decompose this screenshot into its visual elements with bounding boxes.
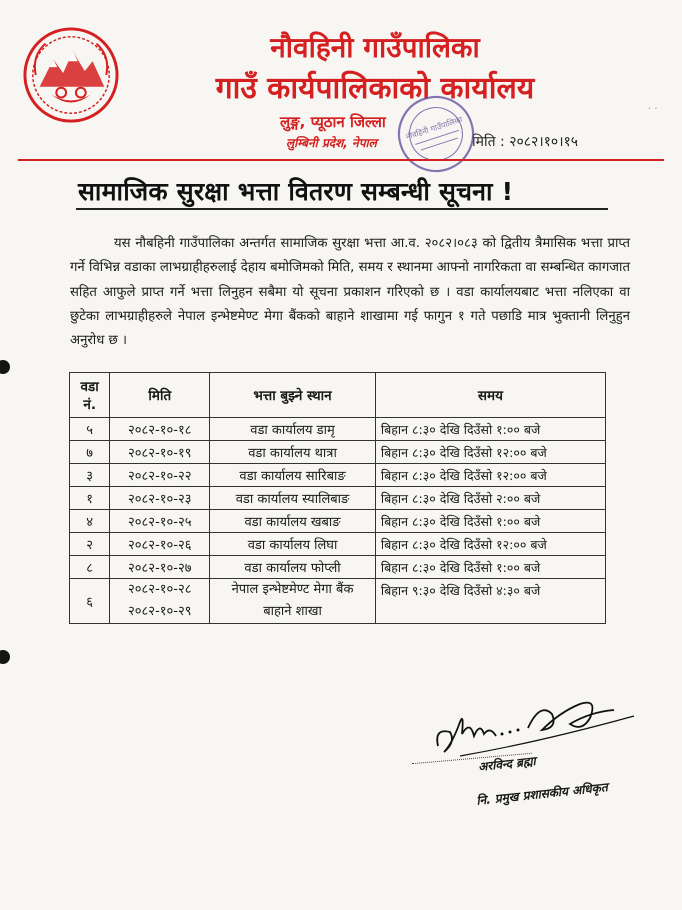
punch-hole bbox=[0, 360, 10, 374]
cell-ward: ८ bbox=[70, 556, 110, 579]
cell-place: वडा कार्यालय स्यालिबाङ bbox=[210, 487, 376, 510]
cell-date-line2: २०८२-१०-२९ bbox=[128, 604, 192, 619]
col-time: समय bbox=[375, 373, 605, 418]
notice-date: मिति : २०८२।१०।१५ bbox=[472, 134, 579, 150]
signatory-role: नि. प्रमुख प्रशासकीय अधिकृत bbox=[475, 780, 609, 808]
cell-time: बिहान ८:३० देखि दिउँसो २:०० बजे bbox=[375, 487, 605, 510]
cell-date: २०८२-१०-२२ bbox=[110, 464, 210, 487]
cell-date bbox=[110, 579, 210, 624]
cell-ward: ६ bbox=[70, 579, 110, 624]
cell-time: बिहान ८:३० देखि दिउँसो १२:०० बजे bbox=[375, 533, 605, 556]
cell-time: बिहान ९:३० देखि दिउँसो ४:३० बजे bbox=[375, 579, 605, 624]
cell-date: २०८२-१०-२६ bbox=[110, 533, 210, 556]
signatory-name: अरविन्द ब्रह्मा bbox=[477, 754, 537, 774]
cell-date: २०८२-१०-२७ bbox=[110, 556, 210, 579]
cell-ward: ४ bbox=[70, 510, 110, 533]
notice-title: सामाजिक सुरक्षा भत्ता वितरण सम्बन्धी सूचना ! bbox=[78, 177, 514, 206]
cell-time: बिहान ८:३० देखि दिउँसो १२:०० बजे bbox=[375, 441, 605, 464]
cell-time: बिहान ८:३० देखि दिउँसो १:०० बजे bbox=[375, 418, 605, 441]
cell-place-line1: नेपाल इन्भेष्टमेण्ट मेगा बैंक bbox=[231, 582, 354, 597]
table-row bbox=[70, 464, 606, 487]
municipality-title: नौवहिनी गाउँपालिका bbox=[270, 31, 480, 64]
table-row bbox=[70, 441, 606, 464]
table-row bbox=[70, 510, 606, 533]
cell-place: वडा कार्यालय फोप्ली bbox=[210, 556, 376, 579]
cell-date: २०८२-१०-२५ bbox=[110, 510, 210, 533]
cell-time: बिहान ८:३० देखि दिउँसो १२:०० बजे bbox=[375, 464, 605, 487]
cell-time: बिहान ८:३० देखि दिउँसो १:०० बजे bbox=[375, 510, 605, 533]
cell-date: २०८२-१०-२३ bbox=[110, 487, 210, 510]
cell-place-line2: बाहाने शाखा bbox=[263, 604, 322, 619]
cell-date-line1: २०८२-१०-२८ bbox=[128, 582, 192, 597]
col-ward-line1: वडा bbox=[80, 379, 99, 395]
notice-body-text: यस नौबहिनी गाउँपालिका अन्तर्गत सामाजिक सुरक्षा भत्ता आ.व. २०८२।०८३ को द्वितीय त्रैमासिक भत्ता प्राप्त गर्ने विभिन्न वडाका लाभग्राहीहरुलाई देहाय बमोजिमको मिति, समय र स्थानमा आफ्नो नागरिकता वा सम्बन्धित कागजात सहित आफुले प्राप्त गर्ने भत्ता लिनुहन सबैमा यो सूचना प्रकाशन गरिएको छ । वडा कार्यालयबाट भत्ता नलिएका वा छुटेका लाभग्राहीहरुले नेपाल इन्भेष्टमेण्ट मेगा बैंकको बाहाने शाखामा गई फागुन १ गते पछाडि मात्र भुक्तानी लिनुहुन अनुरोध छ । bbox=[70, 236, 630, 349]
cell-place: वडा कार्यालय डामृ bbox=[210, 418, 376, 441]
cell-ward: २ bbox=[70, 533, 110, 556]
cell-place: वडा कार्यालय खबाङ bbox=[210, 510, 376, 533]
col-ward-line2: नं. bbox=[83, 397, 96, 413]
cell-ward: १ bbox=[70, 487, 110, 510]
cell-time: बिहान ८:३० देखि दिउँसो १:०० बजे bbox=[375, 556, 605, 579]
cell-date: २०८२-१०-१८ bbox=[110, 418, 210, 441]
table-row bbox=[70, 418, 606, 441]
cell-place: वडा कार्यालय सारिबाङ bbox=[210, 464, 376, 487]
col-date: मिति bbox=[110, 373, 210, 418]
cell-ward: ५ bbox=[70, 418, 110, 441]
office-title: गाउँ कार्यपालिकाको कार्यालय bbox=[215, 71, 535, 106]
notice-body bbox=[70, 232, 630, 353]
header-divider bbox=[18, 159, 664, 161]
office-location: लुङ्ग, प्यूठान जिल्ला bbox=[280, 113, 386, 131]
cell-date: २०८२-१०-१९ bbox=[110, 441, 210, 464]
cell-place bbox=[210, 579, 376, 624]
scan-mark: · · bbox=[648, 104, 658, 115]
col-place: भत्ता बुझ्ने स्थान bbox=[210, 373, 376, 418]
title-underline bbox=[76, 208, 608, 210]
cell-place: वडा कार्यालय थात्रा bbox=[210, 441, 376, 464]
municipality-logo bbox=[22, 26, 120, 124]
punch-hole bbox=[0, 650, 10, 664]
table-header-row bbox=[70, 373, 606, 418]
stamp-text: नौवहिनी गाउँपालिका bbox=[404, 114, 464, 142]
col-ward bbox=[70, 373, 110, 418]
office-stamp bbox=[392, 90, 480, 178]
table-row bbox=[70, 533, 606, 556]
cell-ward: ७ bbox=[70, 441, 110, 464]
office-province: लुम्बिनी प्रदेश, नेपाल bbox=[286, 136, 377, 150]
table-row-bank bbox=[70, 579, 606, 624]
schedule-table bbox=[69, 372, 606, 624]
table-row bbox=[70, 556, 606, 579]
table-row bbox=[70, 487, 606, 510]
cell-place: वडा कार्यालय लिघा bbox=[210, 533, 376, 556]
cell-ward: ३ bbox=[70, 464, 110, 487]
